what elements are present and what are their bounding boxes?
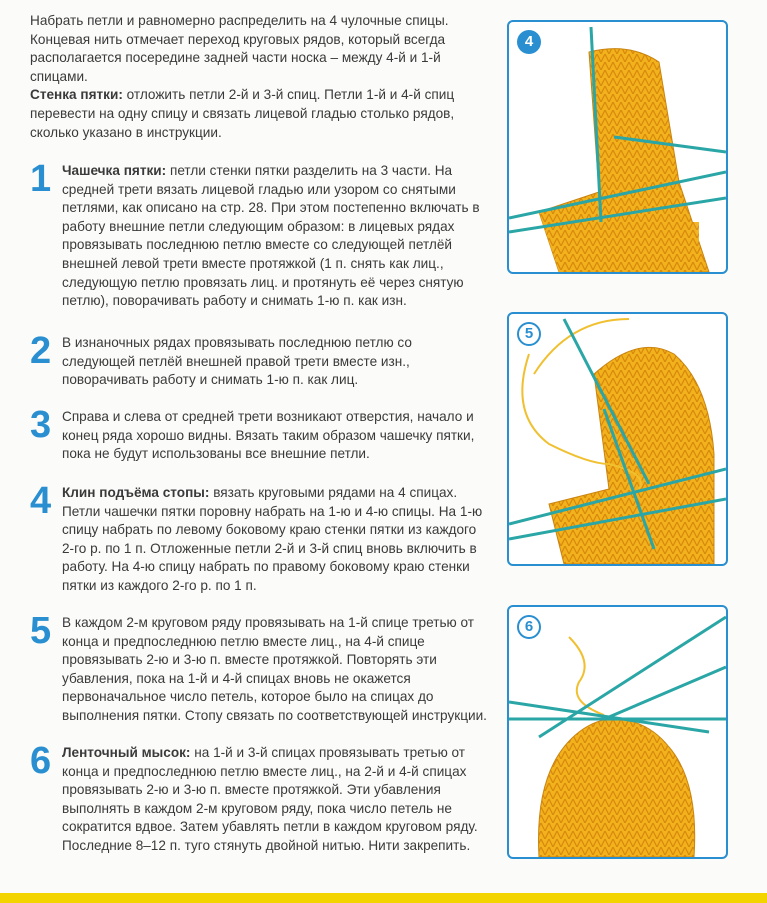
step-text <box>30 158 488 311</box>
step-body: петли стенки пятки разделить на 3 части. На средней трети вязать лицевой гладью или узором со снятыми петлями, как описано на стр. 28. При этом постепенно включать в работу внешние петли следующим образом: в лицевых рядах провязывать последнюю петлю вместе со следующей петлёй внешней левой трети вместе протяжкой (1 п. снять как лиц., следующую петлю провязать лиц. и протянуть её через снятую петлю), поворачивать работу и снимать 1-ю п. как изн. <box>62 163 480 309</box>
step-body: вязать круговыми рядами на 4 спицах. Петли чашечки пятки поровну набрать на 1-ю и 4-ю спицы. На 1-ю спицу набрать по левому боковому краю стенки пятки из каждого 2-го р. по 1 п. Отложенные петли 2-й и 3-й спиц вновь включить в работу. На 4-ю спицу набрать по правому боковому краю стенки пятки из каждого 2-го р. по 1 п. <box>62 485 483 593</box>
step-1 <box>30 158 488 311</box>
step-number: 2 <box>30 330 52 372</box>
heel-wall-paragraph <box>30 86 488 142</box>
step-body: В каждом 2-м круговом ряду провязывать на 1-й спице третью от конца и предпоследнюю петлю вместе лиц., на 4-й спице провязывать 2-ю и 3-ю п. вместе протяжкой. Повторять эти убавления, пока на 1-й и 4-й спицах вновь не окажется первоначальное число петель, которое было на спицах до выполнения пятки. Стопу связать по соответствующей инструкции. <box>62 615 487 723</box>
step-body: на 1-й и 3-й спицах провязывать третью от конца и предпоследнюю петлю вместе лиц., на 2-й и 4-й спицах провязывать 2-ю и 3-ю п. вместе протяжкой. Эти убавления выполнять в каждом 2-м круговом ряду, пока число петель не сократится вдвое. Затем убавлять петли в каждом круговом ряду. Последние 8–12 п. туго стянуть двойной нитью. Нити закрепить. <box>62 745 478 853</box>
step-number: 4 <box>30 480 52 522</box>
step-title: Клин подъёма стопы: <box>62 485 210 500</box>
needle <box>609 667 726 717</box>
figure-4-panel <box>507 20 728 274</box>
heel-cup-illustration <box>509 314 726 564</box>
heel-wall-text: отложить петли 2-й и 3-й спиц. Петли 1-й и 4-й спиц перевести на одну спицу и связать лицевой гладью столько рядов, сколько указано в инструкции. <box>30 87 455 140</box>
figure-5-panel <box>507 312 728 566</box>
figure-badge: 4 <box>517 30 541 54</box>
step-text <box>30 740 488 856</box>
figure-badge: 5 <box>517 322 541 346</box>
toe-illustration <box>509 607 726 857</box>
step-number: 3 <box>30 404 52 446</box>
step-number: 1 <box>30 158 52 200</box>
step-number: 5 <box>30 610 52 652</box>
step-number: 6 <box>30 740 52 782</box>
step-2 <box>30 330 488 390</box>
intro-paragraph: Набрать петли и равномерно распределить на 4 чулочные спицы. Концевая нить отмечает переход круговых рядов, который всегда располагается посередине задней части носка – между 4-й и 1-й спицами. <box>30 13 449 84</box>
step-6 <box>30 740 488 856</box>
heel-wall-title: Стенка пятки: <box>30 87 123 103</box>
step-4 <box>30 480 488 596</box>
heel-wall-illustration <box>509 22 726 272</box>
step-title: Чашечка пятки: <box>62 163 167 178</box>
step-body: В изнаночных рядах провязывать последнюю петлю со следующей петлёй внешней правой трети вместе изн., поворачивать работу и снимать 1-ю п. как лиц. <box>62 335 412 388</box>
figure-6-panel <box>507 605 728 859</box>
figure-badge: 6 <box>517 615 541 639</box>
intro-block <box>30 12 488 142</box>
step-title: Ленточный мысок: <box>62 745 191 760</box>
step-5 <box>30 610 488 726</box>
step-body: Справа и слева от средней трети возникают отверстия, начало и конец ряда хорошо видны. Вязать таким образом чашечку пятки, пока не будут использованы все внешние петли. <box>62 409 475 462</box>
bottom-color-bar <box>0 893 767 903</box>
step-text <box>30 480 488 596</box>
step-3 <box>30 404 488 464</box>
